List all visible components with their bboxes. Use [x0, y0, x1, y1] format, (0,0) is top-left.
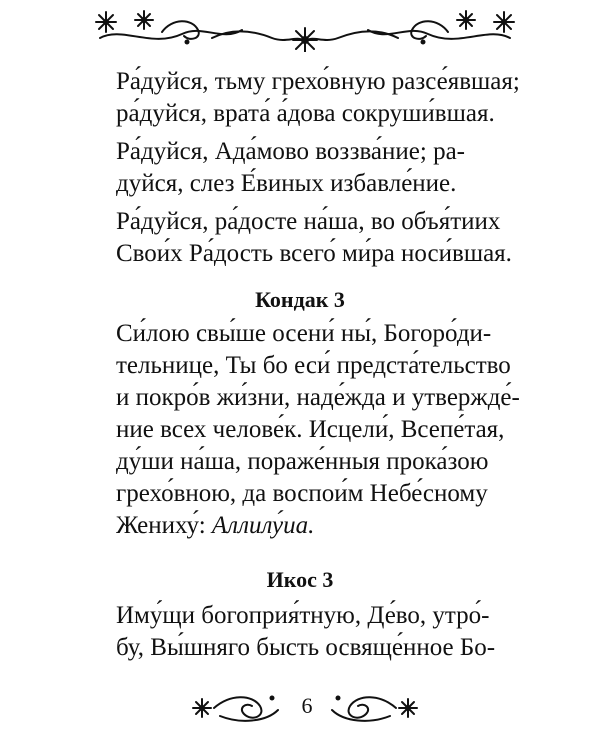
flower-ornament-icon — [399, 699, 417, 717]
kondak-3-heading: Кондак 3 — [255, 287, 345, 312]
flower-ornament-icon — [494, 12, 514, 32]
text-line: дуйся, слез Е́виных избавле́ние. — [116, 170, 457, 197]
text-line: и покро́в жи́зни, наде́жда и утвержде́- — [116, 384, 520, 411]
text-line: ду́ши на́ша, пораже́нныя прока́зою — [116, 448, 489, 475]
page-number: 6 — [301, 693, 313, 718]
flower-ornament-icon — [135, 11, 153, 29]
text-line: грехо́вною, да воспои́м Небе́сному — [116, 480, 488, 507]
text-line: Ра́дуйся, тьму грехо́вную разсе́явшая; — [116, 68, 520, 95]
text-line: ние всех челове́к. Исцели́, Всепе́тая, — [116, 416, 505, 443]
flower-ornament-icon — [457, 11, 475, 29]
alleluia-refrain: Аллилу́иа. — [211, 512, 315, 539]
text-line: Си́лою свы́ше осени́ ны́, Богоро́ди- — [116, 320, 492, 347]
scroll-ornament-icon — [214, 697, 261, 717]
ikos-3-heading: Икос 3 — [266, 567, 334, 592]
ikos-2-continuation — [116, 66, 520, 270]
flower-ornament-icon — [193, 699, 211, 717]
text-line: тельнице, Ты бо еси́ предста́тельство — [116, 352, 511, 379]
text-line: Ра́дуйся, Ада́мово воззва́ние; ра- — [116, 138, 465, 165]
kondak-3-text — [116, 318, 520, 542]
text-fragment: Жениху́: — [116, 512, 212, 539]
text-line: бу, Вы́шняго бысть освяще́нное Бо- — [116, 634, 496, 661]
text-line: ра́дуйся, врата́ а́дова сокруши́вшая. — [116, 100, 495, 127]
center-flower-icon — [293, 28, 317, 52]
text-line: Ра́дуйся, ра́досте на́ша, во объя́тиих — [116, 208, 501, 235]
top-ornament — [92, 8, 518, 52]
text-line-last — [116, 510, 514, 542]
flower-ornament-icon — [96, 12, 116, 32]
text-line: Иму́щи богоприя́тную, Де́во, утро́- — [116, 602, 490, 629]
ikos-3-text — [116, 600, 514, 664]
text-line: Свои́х Ра́дость всего́ ми́ра носи́вшая. — [116, 240, 512, 267]
